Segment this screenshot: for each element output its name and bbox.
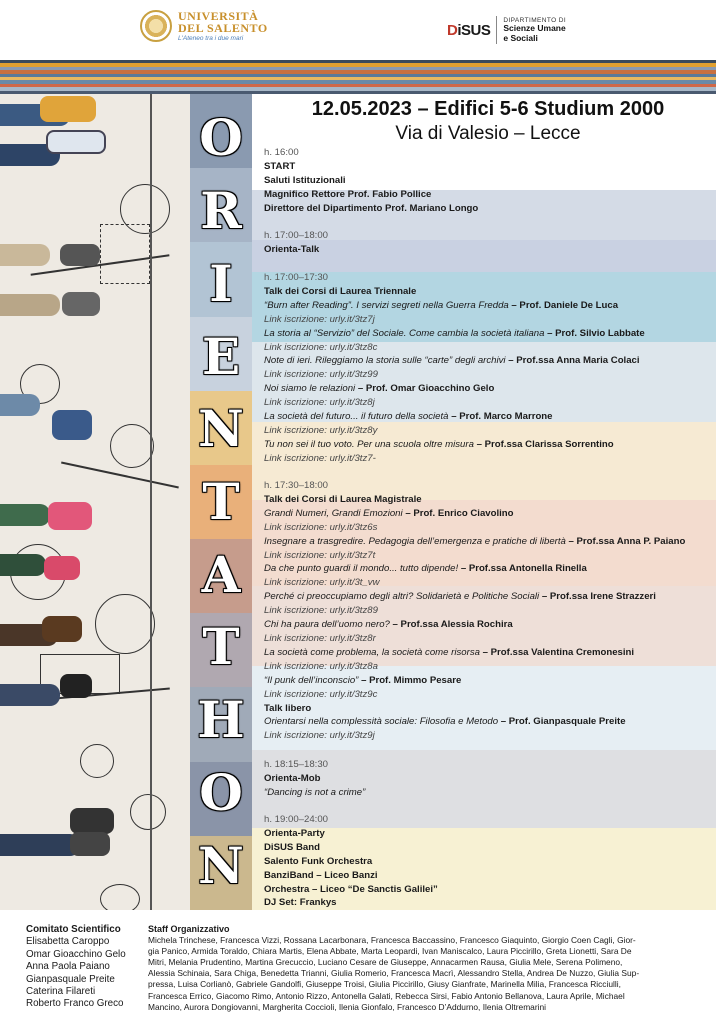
talk-item <box>264 507 714 521</box>
talk-item <box>264 590 714 604</box>
talk-link[interactable]: Link iscrizione: urly.it/3tz8a <box>264 660 378 672</box>
talk-link[interactable]: Link iscrizione: urly.it/3tz9j <box>264 730 375 742</box>
triennale-section <box>264 271 714 466</box>
orienta-party-title: Orienta-Party <box>264 827 325 839</box>
talk-speaker: – Prof. Omar Gioacchino Gelo <box>357 383 495 395</box>
talk-speaker: – Prof. Enrico Ciavolino <box>405 507 514 519</box>
committee-member: Caterina Filareti <box>26 986 96 998</box>
orienta-talk-time: h. 17:00–18:00 <box>264 230 329 241</box>
magistrale-time: h. 17:30–18:00 <box>264 480 329 491</box>
talk-title: Orientarsi nella complessità sociale: Filosofia e Metodo <box>264 716 499 728</box>
committee-member: Anna Paola Paiano <box>26 961 110 973</box>
talk-link[interactable]: Link iscrizione: urly.it/3tz8j <box>264 397 375 409</box>
title-letter: I <box>209 253 233 313</box>
talk-item <box>264 535 714 549</box>
talk-link[interactable]: Link iscrizione: urly.it/3tz7- <box>264 452 376 464</box>
title-letter: O <box>199 108 243 168</box>
uni-motto: L'Ateneo tra i due mari <box>178 35 244 42</box>
staff-line: Mancino, Aurora Dongiovanni, Margherita Coccioli, Ilenia Gionfalo, Francesco D’Addurno, Ilenia Oltremarini <box>148 1001 547 1012</box>
title-letter: N <box>198 399 244 459</box>
header <box>0 0 716 60</box>
talk-speaker: – Prof.ssa Anna Maria Colaci <box>508 355 640 367</box>
talk-title: Perché ci preoccupiamo degli altri? Solidarietà e Politiche Sociali <box>264 591 540 603</box>
talk-title: La società come problema, la società come risorsa <box>264 646 480 658</box>
talk-link[interactable]: Link iscrizione: urly.it/3tz7t <box>264 549 376 561</box>
orienta-mob-subtitle: “Dancing is not a crime” <box>264 786 366 798</box>
talk-speaker: – Prof.ssa Alessia Rochira <box>392 619 513 631</box>
talk-speaker: – Prof. Mimmo Pesare <box>361 674 462 686</box>
footer <box>0 910 716 1024</box>
orienta-mob-time: h. 18:15–18:30 <box>264 759 329 770</box>
talk-speaker: – Prof.ssa Anna P. Paiano <box>568 535 686 547</box>
start-title: START <box>264 160 296 172</box>
talk-item <box>264 327 714 341</box>
party-line: Salento Funk Orchestra <box>264 855 373 867</box>
magistrale-title: Talk dei Corsi di Laurea Magistrale <box>264 493 422 505</box>
orienta-mob-section <box>264 758 714 800</box>
talk-link[interactable]: Link iscrizione: urly.it/3t_vw <box>264 577 380 589</box>
committee-member: Omar Gioacchino Gelo <box>26 948 126 960</box>
talk-link[interactable]: Link iscrizione: urly.it/3tz6s <box>264 521 378 533</box>
talk-link[interactable]: Link iscrizione: urly.it/3tz8r <box>264 632 376 644</box>
unisalento-logo <box>140 10 268 43</box>
dept-name-line2: e Sociali <box>503 32 538 43</box>
talk-title: Tu non sei il tuo voto. Per una scuola oltre misura <box>264 438 474 450</box>
students-sketch-image <box>0 94 190 910</box>
staff-line: Alessia Schinaia, Sara Chiga, Benedetta Trianni, Giulia Romerio, Francesca Macrì, Alessandro Stella, Andrea De Nuzzo, Giulia Sup- <box>148 968 640 979</box>
party-line: DiSUS Band <box>264 841 320 853</box>
talk-title: “Burn after Reading”. I servizi segreti nella Guerra Fredda <box>264 299 509 311</box>
dept-name-line1: Scienze Umane <box>503 23 566 34</box>
talk-speaker: – Prof.ssa Irene Strazzeri <box>541 591 656 603</box>
committee-member: Elisabetta Caroppo <box>26 936 110 948</box>
talk-item <box>264 410 714 424</box>
orienta-mob-title: Orienta-Mob <box>264 772 321 784</box>
talk-speaker: – Prof.ssa Valentina Cremonesini <box>482 646 635 658</box>
orienta-party-section <box>264 813 714 910</box>
talk-title: La società del futuro... il futuro della società <box>264 411 449 423</box>
talk-link[interactable]: Link iscrizione: urly.it/3tz7j <box>264 313 375 325</box>
title-letter: E <box>201 326 241 386</box>
staff-line: pressa, Luisa Corlianò, Gabriele Gandolfi, Giuseppe Troisi, Giulia Piccirillo, Giusy Gianfrate, Marinella Milia, Francesca Ricciulli, <box>148 979 621 990</box>
talk-libero-title: Talk libero <box>264 702 312 714</box>
title-letter: R <box>200 181 242 241</box>
event-date-location: 12.05.2023 – Edifici 5-6 Studium 2000 <box>311 98 665 120</box>
start-line: Direttore del Dipartimento Prof. Mariano Longo <box>264 202 479 214</box>
talk-item <box>264 646 714 660</box>
talk-link[interactable]: Link iscrizione: urly.it/3tz8y <box>264 424 378 436</box>
start-time: h. 16:00 <box>264 147 299 158</box>
orienta-talk-section <box>264 229 714 257</box>
talk-title: Noi siamo le relazioni <box>264 383 356 395</box>
committee-member: Gianpasquale Preite <box>26 973 115 985</box>
talk-item <box>264 438 714 452</box>
start-line: Magnifico Rettore Prof. Fabio Pollice <box>264 188 432 200</box>
disus-logo <box>447 16 566 44</box>
title-letter: H <box>197 690 245 750</box>
start-line: Saluti Istituzionali <box>264 174 346 186</box>
event-title-vertical <box>190 94 252 910</box>
talk-title: Insegnare a trasgredire. Pedagogia dell’emergenza e pratiche di libertà <box>264 535 566 547</box>
university-seal-icon <box>140 10 172 42</box>
talk-speaker: – Prof. Gianpasquale Preite <box>500 716 626 728</box>
talk-item <box>264 618 714 632</box>
talk-speaker: – Prof. Marco Marrone <box>451 411 553 423</box>
committee-title: Comitato Scientifico <box>26 924 121 935</box>
talk-link[interactable]: Link iscrizione: urly.it/3tz89 <box>264 605 378 617</box>
party-line: Orchestra – Liceo “De Sanctis Galilei” <box>264 883 438 895</box>
party-line: DJ Set: Frankys <box>264 897 337 909</box>
talk-speaker: – Prof. Daniele De Luca <box>511 299 619 311</box>
talk-item <box>264 299 714 313</box>
logo-divider <box>496 16 497 44</box>
staff-line: Mitri, Melania Prudentino, Martina Grecuccio, Luciano Cesare de Giuseppe, Annacarmen Rausa, Giulia Mele, Serena Polimeno, <box>148 957 623 968</box>
event-venue: Via di Valesio – Lecce <box>395 123 581 144</box>
talk-title: Da che punto guardi il mondo... tutto dipende! <box>264 563 459 575</box>
talk-item <box>264 562 714 576</box>
start-section <box>264 146 714 216</box>
decorative-stripes <box>0 60 716 94</box>
title-letter: T <box>202 471 240 531</box>
organizing-staff <box>148 924 714 1013</box>
triennale-time: h. 17:00–17:30 <box>264 272 329 283</box>
talk-title: “Il punk dell’inconscio” <box>264 674 359 686</box>
talk-item <box>264 382 714 396</box>
talk-title: Chi ha paura dell’uomo nero? <box>264 619 390 631</box>
uni-name-line1: UNIVERSITÀ <box>178 9 259 23</box>
dept-label: DIPARTIMENTO DI <box>503 17 567 25</box>
title-letter: O <box>199 762 243 822</box>
party-line: BanziBand – Liceo Banzi <box>264 869 378 881</box>
staff-line: Michela Trinchese, Francesca Vizzi, Rossana Lacarbonara, Francesca Baccassino, Francesco Giaquinto, Giorgio Coen Cagli, Gior- <box>148 935 636 946</box>
staff-line: gia Panico, Armida Toraldo, Chiara Martis, Elena Abbate, Marta Leopardi, Ivan Maniscalco, Laura Piccirillo, Greta Lionetti, Sara De <box>148 946 632 957</box>
talk-item <box>264 715 714 729</box>
magistrale-section <box>264 479 714 743</box>
triennale-title: Talk dei Corsi di Laurea Triennale <box>264 285 417 297</box>
orienta-talk-title: Orienta-Talk <box>264 243 320 255</box>
disus-mark: DiSUS <box>447 21 491 39</box>
talk-speaker: – Prof.ssa Clarissa Sorrentino <box>476 438 614 450</box>
title-letter: N <box>198 835 244 895</box>
scientific-committee <box>26 924 146 1011</box>
uni-name-line2: DEL SALENTO <box>178 21 268 35</box>
talk-link[interactable]: Link iscrizione: urly.it/3tz99 <box>264 369 378 381</box>
committee-member: Roberto Franco Greco <box>26 998 124 1010</box>
talk-title: La storia al “Servizio” del Sociale. Come cambia la società italiana <box>264 327 545 339</box>
staff-title: Staff Organizzativo <box>148 924 230 934</box>
talk-title: Grandi Numeri, Grandi Emozioni <box>264 507 403 519</box>
title-letter: T <box>202 617 240 677</box>
staff-line: Francesca Errico, Giacomo Rimo, Antonio Rizzo, Antonella Galati, Rebecca Sirsi, Fabio Antonio Bellanova, Laura Aprile, Michael <box>148 990 625 1001</box>
talk-link[interactable]: Link iscrizione: urly.it/3tz9c <box>264 688 378 700</box>
talk-title: Note di ieri. Rileggiamo la storia sulle “carte” degli archivi <box>264 355 506 367</box>
talk-item <box>264 674 714 688</box>
talk-speaker: – Prof.ssa Antonella Rinella <box>460 563 587 575</box>
orienta-party-time: h. 19:00–24:00 <box>264 814 329 825</box>
talk-link[interactable]: Link iscrizione: urly.it/3tz8c <box>264 341 378 353</box>
talk-speaker: – Prof. Silvio Labbate <box>547 327 645 339</box>
title-letter: A <box>201 544 241 604</box>
talk-item <box>264 354 714 368</box>
